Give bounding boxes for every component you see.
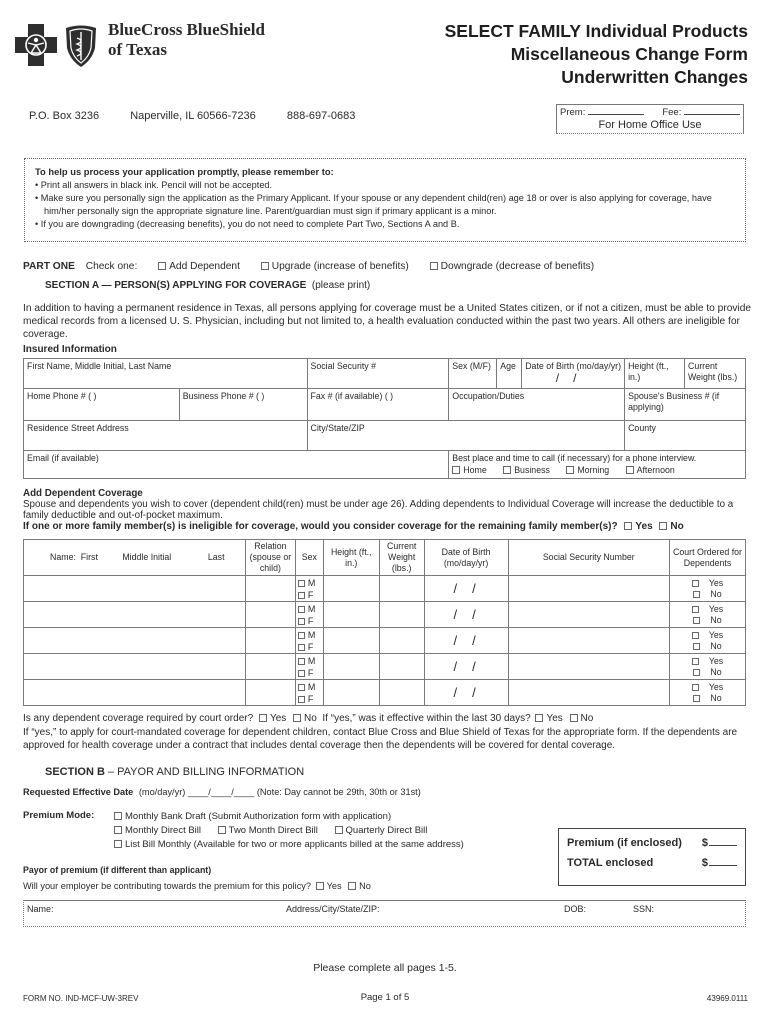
- dependent-ssn-field[interactable]: [508, 602, 670, 628]
- dependent-ssn-field[interactable]: [508, 628, 670, 654]
- option-label: Monthly Direct Bill: [125, 825, 202, 836]
- court-ordered-field: [670, 576, 746, 602]
- court-yes-option[interactable]: [687, 604, 728, 614]
- option-label: No: [710, 666, 722, 677]
- option-label: M: [307, 577, 316, 588]
- total-label: TOTAL enclosed: [567, 857, 654, 869]
- dependent-height-field[interactable]: [323, 654, 379, 680]
- brand-line-1: BlueCross BlueShield: [108, 20, 265, 39]
- option-label: F: [307, 667, 314, 678]
- dependent-sex-field: [295, 654, 323, 680]
- dependent-weight-field[interactable]: [379, 576, 424, 602]
- checkbox[interactable]: [298, 632, 305, 639]
- monthly-direct-option[interactable]: [114, 825, 201, 836]
- checkbox[interactable]: [298, 696, 305, 703]
- court-yes-option[interactable]: [687, 682, 728, 692]
- part-one-label: PART ONE: [23, 261, 75, 272]
- option-label: No: [710, 640, 722, 651]
- occupation-field[interactable]: [449, 389, 625, 421]
- court-order-question: Is any dependent coverage required by court order?: [23, 713, 254, 724]
- dependent-row: [24, 654, 746, 680]
- court-no-option[interactable]: [688, 641, 726, 651]
- prem-label: Prem:: [560, 107, 586, 118]
- county-field[interactable]: [625, 421, 746, 451]
- option-label: Yes: [708, 655, 724, 666]
- checkbox[interactable]: [114, 840, 122, 848]
- dependent-dob-field[interactable]: //: [424, 576, 508, 602]
- option-label: Morning: [577, 465, 610, 475]
- court-ordered-field: [670, 628, 746, 654]
- dependent-dob-field[interactable]: //: [424, 602, 508, 628]
- no-label: No: [304, 713, 317, 724]
- checkbox[interactable]: [158, 262, 166, 270]
- call-morning-option[interactable]: [566, 465, 609, 475]
- section-a-subtitle: (please print): [311, 280, 371, 291]
- dependent-ssn-field[interactable]: [508, 576, 670, 602]
- yes-label: Yes: [635, 521, 653, 532]
- field-label: Residence Street Address: [27, 423, 129, 433]
- field-label: Height (ft., in.): [628, 361, 669, 382]
- premium-mode-options: [114, 810, 464, 852]
- two-month-option[interactable]: [218, 825, 318, 836]
- dependent-name-field[interactable]: [24, 680, 246, 706]
- sex-field[interactable]: [449, 359, 497, 389]
- option-label: Add Dependent: [169, 261, 240, 272]
- checkbox[interactable]: [693, 617, 700, 624]
- dependent-relation-field[interactable]: [245, 576, 295, 602]
- instructions-heading: To help us process your application promptly, please remember to:: [35, 166, 334, 177]
- dependent-name-field[interactable]: [24, 654, 246, 680]
- brand-line-2: of Texas: [108, 40, 168, 59]
- court-order-paragraph: If “yes,” to apply for court-mandated coverage for dependent children, contact Blue Cross and Blue Shield of Texas for the appropriate form. If the dependents are approved for health coverage under a contract that includes dental coverage then the dependents will be covered for dental coverage.: [23, 726, 738, 751]
- court-no-option[interactable]: [688, 615, 726, 625]
- employer-question: [23, 881, 371, 891]
- dependent-dob-field[interactable]: //: [424, 628, 508, 654]
- col-name: Name: First Middle Initial Last: [24, 540, 246, 576]
- checkbox[interactable]: [693, 643, 700, 650]
- call-afternoon-option[interactable]: [626, 465, 675, 475]
- dependent-relation-field[interactable]: [245, 602, 295, 628]
- payor-address-label: Address/City/State/ZIP:: [286, 904, 380, 914]
- col-height: Height (ft., in.): [323, 540, 379, 576]
- question-text: If one or more family member(s) is ineligible for coverage, would you consider coverage for the remaining family member(s)?: [23, 521, 618, 532]
- city-state-zip-field[interactable]: [307, 421, 625, 451]
- bank-draft-option[interactable]: [114, 810, 464, 824]
- home-phone-field[interactable]: [24, 389, 180, 421]
- option-label: No: [710, 588, 722, 599]
- checkbox[interactable]: [503, 466, 511, 474]
- court-no-option[interactable]: [688, 693, 726, 703]
- option-label: List Bill Monthly (Available for two or more applicants billed at the same address): [125, 839, 464, 850]
- yes-label: Yes: [269, 713, 287, 724]
- name-field[interactable]: [24, 359, 308, 389]
- section-b-heading: SECTION B: [45, 766, 105, 778]
- employer-yes-checkbox[interactable]: [316, 882, 324, 890]
- dependent-weight-field[interactable]: [379, 602, 424, 628]
- dependent-weight-field[interactable]: [379, 628, 424, 654]
- option-label: Monthly Bank Draft (Submit Authorization form with application): [125, 811, 392, 822]
- city: Naperville, IL 60566-7236: [130, 110, 256, 122]
- checkbox[interactable]: [626, 466, 634, 474]
- dependent-relation-field[interactable]: [245, 628, 295, 654]
- field-label: City/State/ZIP: [310, 423, 365, 433]
- option-label: Yes: [708, 629, 724, 640]
- insured-info-heading: Insured Information: [23, 344, 117, 355]
- effective-date-field[interactable]: (mo/day/yr) ____/____/____ (Note: Day cannot be 29th, 30th or 31st): [138, 787, 421, 797]
- fee-label: Fee:: [662, 107, 682, 118]
- dependent-name-field[interactable]: [24, 628, 246, 654]
- checkbox[interactable]: [692, 632, 699, 639]
- quarterly-option[interactable]: [335, 825, 428, 836]
- insured-info-table: [23, 358, 746, 479]
- payor-name-label: Name:: [27, 904, 54, 914]
- field-label: Fax # (if available) ( ): [310, 391, 394, 401]
- option-label: M: [307, 629, 316, 640]
- instruction-item: • If you are downgrading (decreasing benefits), you do not need to complete Part Two, Sections A and B.: [35, 219, 460, 229]
- premium-enclosed-box: [558, 828, 746, 886]
- court-no-option[interactable]: [688, 589, 726, 599]
- court-no-option[interactable]: [688, 667, 726, 677]
- instruction-item: • Make sure you personally sign the application as the Primary Applicant. If your spouse or any dependent child(ren) age 18 or over is also applying for coverage, have him/her personally sign the appropriate signature line. Parent/guardian must sign if primary applicant is a minor.: [35, 193, 712, 216]
- sex-f-option[interactable]: [298, 589, 323, 601]
- list-bill-option[interactable]: [114, 838, 464, 852]
- dependent-height-field[interactable]: [323, 602, 379, 628]
- fax-field[interactable]: [307, 389, 449, 421]
- effective-30-days-question: If “yes,” was it effective within the last 30 days?: [322, 713, 531, 724]
- checkbox[interactable]: [693, 591, 700, 598]
- court-ordered-field: [670, 654, 746, 680]
- option-label: Quarterly Direct Bill: [345, 825, 428, 836]
- option-label: Yes: [708, 577, 724, 588]
- checkbox[interactable]: [298, 618, 305, 625]
- checkbox[interactable]: [114, 826, 122, 834]
- dependent-heading: Add Dependent Coverage: [23, 488, 143, 499]
- court-yes-option[interactable]: [687, 630, 728, 640]
- ssn-field[interactable]: [307, 359, 449, 389]
- checkbox[interactable]: [692, 658, 699, 665]
- call-home-option[interactable]: [452, 465, 486, 475]
- option-label: Yes: [708, 603, 724, 614]
- court-ordered-field: [670, 602, 746, 628]
- form-number: FORM NO. IND-MCF-UW-3REV: [23, 994, 139, 1003]
- option-label: Yes: [708, 681, 724, 692]
- title-line-3: Underwritten Changes: [561, 67, 748, 87]
- option-label: Home: [463, 465, 487, 475]
- remaining-coverage-question: [23, 521, 684, 532]
- field-label: Age: [500, 361, 516, 371]
- page-number: Page 1 of 5: [360, 992, 410, 1003]
- instruction-item: • Print all answers in black ink. Pencil will not be accepted.: [35, 180, 273, 190]
- col-dob: Date of Birth (mo/day/yr): [424, 540, 508, 576]
- option-label: No: [710, 614, 722, 625]
- option-label: F: [307, 641, 314, 652]
- spouse-business-field[interactable]: [625, 389, 746, 421]
- upgrade-option[interactable]: [261, 261, 409, 272]
- checkbox[interactable]: [430, 262, 438, 270]
- option-label: M: [307, 655, 316, 666]
- premium-mode-label: Premium Mode:: [23, 810, 95, 821]
- premium-amount-field[interactable]: [702, 837, 737, 849]
- effective-date-label: Requested Effective Date: [23, 787, 134, 797]
- total-amount-field[interactable]: [702, 857, 737, 869]
- field-label: County: [628, 423, 656, 433]
- dependent-relation-field[interactable]: [245, 680, 295, 706]
- field-label: Best place and time to call (if necessary) for a phone interview.: [452, 453, 697, 463]
- dependent-relation-field[interactable]: [245, 654, 295, 680]
- add-dependent-option[interactable]: [158, 261, 240, 272]
- field-label: Business Phone # ( ): [182, 391, 265, 401]
- brand-name: [108, 20, 265, 60]
- dependent-dob-field[interactable]: //: [424, 680, 508, 706]
- eligibility-paragraph: In addition to having a permanent residence in Texas, all persons applying for coverage must be a United States citizen, or if not a citizen, must be able to provide medical records from a licensed U. S. Physician, including but not limited to, a health evaluation conducted within the past two years. All others are ineligible for coverage.: [23, 303, 752, 340]
- payor-heading: Payor of premium (if different than applicant): [23, 865, 212, 875]
- checkbox[interactable]: [692, 606, 699, 613]
- option-label: Business: [514, 465, 550, 475]
- height-field[interactable]: [625, 359, 685, 389]
- home-office-box: [556, 104, 744, 134]
- age-field[interactable]: [497, 359, 522, 389]
- section-a-title: [45, 280, 370, 291]
- option-label: Afternoon: [636, 465, 675, 475]
- effective-yes-checkbox[interactable]: [535, 714, 543, 722]
- complete-pages-note: Please complete all pages 1-5.: [313, 962, 457, 974]
- checkbox[interactable]: [693, 669, 700, 676]
- dependent-sex-field: [295, 680, 323, 706]
- employer-no-checkbox[interactable]: [348, 882, 356, 890]
- checkbox[interactable]: [218, 826, 226, 834]
- sex-f-option[interactable]: [298, 615, 323, 627]
- col-court-ordered: Court Ordered for Dependents: [670, 540, 746, 576]
- form-title: [445, 20, 748, 89]
- dependent-description: Spouse and dependents you wish to cover (dependent child(ren) must be under age 26). Adding dependents to Individual Coverage will increase the deductible to a family deductible and out-of-pocket maximum.: [23, 499, 734, 521]
- field-label: Sex (M/F): [452, 361, 491, 371]
- field-label: Email (if available): [27, 453, 99, 463]
- dependent-height-field[interactable]: [323, 576, 379, 602]
- dependent-weight-field[interactable]: [379, 680, 424, 706]
- section-b-subtitle: – PAYOR AND BILLING INFORMATION: [107, 766, 305, 778]
- col-ssn: Social Security Number: [508, 540, 670, 576]
- sex-m-option[interactable]: [298, 681, 323, 693]
- effective-date-row: [23, 787, 421, 797]
- dependent-row: [24, 628, 746, 654]
- blue-shield-logo-icon: [64, 24, 98, 68]
- payor-info-box[interactable]: [23, 900, 746, 927]
- option-label: Downgrade (decrease of benefits): [440, 261, 595, 272]
- checkbox[interactable]: [693, 695, 700, 702]
- dependent-row: [24, 602, 746, 628]
- dependent-ssn-field[interactable]: [508, 654, 670, 680]
- option-label: F: [307, 693, 314, 704]
- payor-dob-label: DOB:: [564, 904, 587, 914]
- business-phone-field[interactable]: [179, 389, 307, 421]
- dependent-height-field[interactable]: [323, 680, 379, 706]
- sex-m-option[interactable]: [298, 655, 323, 667]
- sex-f-option[interactable]: [298, 641, 323, 653]
- blue-cross-logo-icon: [15, 24, 57, 66]
- checkbox[interactable]: [298, 592, 305, 599]
- col-relation: Relation (spouse or child): [245, 540, 295, 576]
- option-label: M: [307, 681, 316, 692]
- no-checkbox[interactable]: [659, 522, 667, 530]
- checkbox[interactable]: [298, 580, 305, 587]
- instructions-box: [24, 158, 746, 242]
- sex-f-option[interactable]: [298, 667, 323, 679]
- email-field[interactable]: [24, 451, 449, 479]
- effective-no-checkbox[interactable]: [570, 714, 578, 722]
- best-time-field: [449, 451, 746, 479]
- yes-checkbox[interactable]: [624, 522, 632, 530]
- section-b-title: [45, 766, 304, 778]
- call-business-option[interactable]: [503, 465, 550, 475]
- yes-label: Yes: [546, 713, 563, 724]
- dependent-ssn-field[interactable]: [508, 680, 670, 706]
- field-label: Spouse's Business # (if applying): [628, 391, 720, 412]
- dependent-sex-field: [295, 628, 323, 654]
- part-one-row: [23, 261, 594, 272]
- po-box: P.O. Box 3236: [29, 110, 100, 122]
- option-label: F: [307, 589, 314, 600]
- checkbox[interactable]: [692, 580, 699, 587]
- dependent-row: [24, 680, 746, 706]
- prem-field[interactable]: [588, 106, 644, 115]
- sex-f-option[interactable]: [298, 693, 323, 705]
- option-label: No: [710, 692, 722, 703]
- dependent-weight-field[interactable]: [379, 654, 424, 680]
- field-label: Date of Birth (mo/day/yr): [525, 361, 622, 371]
- dependent-row: [24, 576, 746, 602]
- dependent-name-field[interactable]: [24, 602, 246, 628]
- option-label: Two Month Direct Bill: [228, 825, 318, 836]
- field-label: Social Security #: [310, 361, 377, 371]
- field-label: Occupation/Duties: [452, 391, 525, 401]
- yes-label: Yes: [326, 881, 342, 891]
- field-label: Current Weight (lbs.): [688, 361, 738, 382]
- no-label: No: [359, 881, 371, 891]
- option-label: M: [307, 603, 316, 614]
- sex-m-option[interactable]: [298, 603, 323, 615]
- option-label: F: [307, 615, 314, 626]
- employer-question-text: Will your employer be contributing towards the premium for this policy?: [23, 881, 311, 891]
- checkbox[interactable]: [298, 670, 305, 677]
- field-label: First Name, Middle Initial, Last Name: [27, 361, 172, 371]
- date-slashes: //: [555, 371, 591, 385]
- checkbox[interactable]: [298, 606, 305, 613]
- checkbox[interactable]: [261, 262, 269, 270]
- payor-ssn-label: SSN:: [633, 904, 655, 914]
- option-label: Upgrade (increase of benefits): [271, 261, 409, 272]
- dollar-sign: $: [701, 857, 708, 869]
- section-a-heading: SECTION A — PERSON(S) APPLYING FOR COVERAGE: [45, 280, 307, 291]
- court-yes-checkbox[interactable]: [259, 714, 267, 722]
- sex-m-option[interactable]: [298, 577, 323, 589]
- dependent-height-field[interactable]: [323, 628, 379, 654]
- dependents-table: [23, 539, 746, 706]
- court-no-checkbox[interactable]: [293, 714, 301, 722]
- street-address-field[interactable]: [24, 421, 308, 451]
- dollar-sign: $: [701, 837, 708, 849]
- checkbox[interactable]: [114, 812, 122, 820]
- checkbox[interactable]: [452, 466, 460, 474]
- no-label: No: [580, 713, 594, 724]
- dependent-coverage-intro: [23, 488, 753, 521]
- no-label: No: [670, 521, 684, 532]
- premium-label: Premium (if enclosed): [567, 837, 682, 849]
- home-office-caption: For Home Office Use: [598, 119, 702, 131]
- court-order-section: [23, 712, 753, 753]
- field-label: Home Phone # ( ): [27, 391, 97, 401]
- court-ordered-field: [670, 680, 746, 706]
- checkbox[interactable]: [298, 644, 305, 651]
- checkbox[interactable]: [298, 684, 305, 691]
- checkbox[interactable]: [692, 684, 699, 691]
- sex-m-option[interactable]: [298, 629, 323, 641]
- dob-field[interactable]: [522, 359, 625, 389]
- checkbox[interactable]: [566, 466, 574, 474]
- col-sex: Sex: [295, 540, 323, 576]
- dependent-dob-field[interactable]: //: [424, 654, 508, 680]
- title-line-1: SELECT FAMILY Individual Products: [444, 21, 748, 41]
- checkbox[interactable]: [298, 658, 305, 665]
- checkbox[interactable]: [335, 826, 343, 834]
- col-weight: Current Weight (lbs.): [379, 540, 424, 576]
- fee-field[interactable]: [684, 106, 740, 115]
- contact-address: [29, 110, 383, 122]
- court-yes-option[interactable]: [687, 656, 728, 666]
- court-yes-option[interactable]: [687, 578, 728, 588]
- form-code: 43969.0111: [706, 994, 748, 1003]
- weight-field[interactable]: [685, 359, 746, 389]
- phone-number: 888-697-0683: [286, 110, 356, 122]
- dependent-name-field[interactable]: [24, 576, 246, 602]
- dependent-sex-field: [295, 576, 323, 602]
- downgrade-option[interactable]: [430, 261, 594, 272]
- check-one-label: Check one:: [85, 261, 138, 272]
- title-line-2: Miscellaneous Change Form: [510, 44, 748, 64]
- dependent-sex-field: [295, 602, 323, 628]
